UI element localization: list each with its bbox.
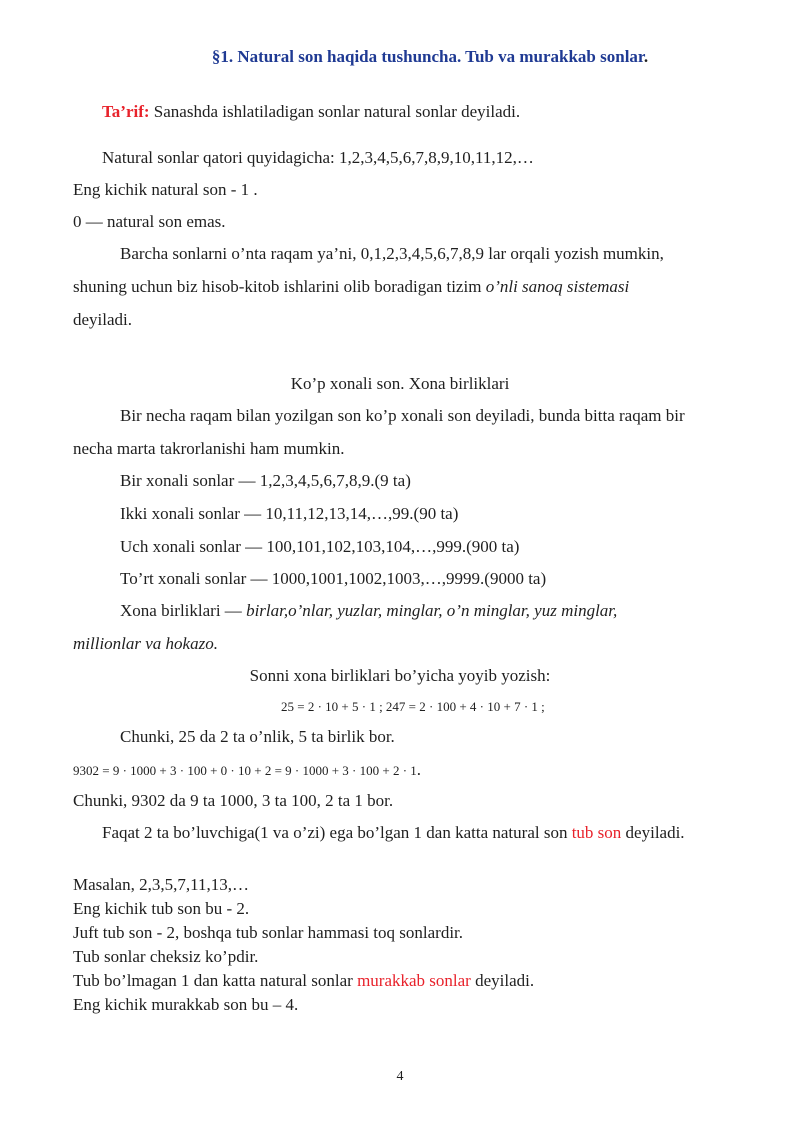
- prime-term: tub son: [571, 823, 622, 842]
- decimal-para-line3: deyiladi.: [73, 310, 133, 329]
- formula-9302: [73, 760, 421, 781]
- composite-def-before: Tub bo’lmagan 1 dan katta natural sonlar: [73, 971, 358, 990]
- section-heading: Ko’p xonali son. Xona birliklari: [290, 374, 510, 393]
- natural-series: Natural sonlar qatori quyidagicha: 1,2,3,4,5,6,7,8,9,10,11,12,…: [102, 148, 534, 167]
- prime-def-before: Faqat 2 ta bo’luvchiga(1 va o’zi) ega bo’lgan 1 dan katta natural son: [102, 823, 572, 842]
- composite-definition: [73, 971, 534, 991]
- smallest-prime: Eng kichik tub son bu - 2.: [73, 899, 250, 918]
- composite-term: murakkab sonlar: [357, 971, 471, 990]
- place-units-line1: [120, 601, 617, 621]
- zero-note: 0 — natural son emas.: [73, 212, 226, 231]
- place-units-line2: millionlar va hokazo.: [73, 634, 218, 653]
- prime-definition: [102, 823, 685, 843]
- page-title-text: §1. Natural son haqida tushuncha. Tub va murakkab sonlar: [211, 47, 644, 66]
- place-units-list: birlar,o’nlar, yuzlar, minglar, o’n minglar, yuz minglar,: [246, 601, 618, 620]
- page-title: [0, 47, 800, 67]
- explain-9302: Chunki, 9302 da 9 ta 1000, 3 ta 100, 2 ta 1 bor.: [73, 791, 394, 810]
- multidigit-para-line2: necha marta takrorlanishi ham mumkin.: [73, 439, 345, 458]
- page-number: 4: [396, 1069, 404, 1084]
- page-title-period: .: [643, 47, 649, 66]
- infinite-primes: Tub sonlar cheksiz ko’pdir.: [73, 947, 259, 966]
- even-prime: Juft tub son - 2, boshqa tub sonlar hammasi toq sonlardir.: [73, 923, 464, 942]
- place-units-prefix: Xona birliklari —: [120, 601, 247, 620]
- explain-25: Chunki, 25 da 2 ta o’nlik, 5 ta birlik bor.: [120, 727, 395, 746]
- formula-9302-period: .: [416, 760, 422, 779]
- decimal-para-text: shuning uchun biz hisob-kitob ishlarini olib boradigan tizim: [73, 277, 486, 296]
- smallest-composite: Eng kichik murakkab son bu – 4.: [73, 995, 299, 1014]
- expand-heading: Sonni xona birliklari bo’yicha yoyib yozish:: [249, 666, 551, 685]
- definition-line: [102, 102, 520, 122]
- prime-def-after: deyiladi.: [621, 823, 685, 842]
- definition-label: Ta’rif:: [102, 102, 150, 121]
- prime-examples: Masalan, 2,3,5,7,11,13,…: [73, 875, 249, 894]
- decimal-para-line1: Barcha sonlarni o’nta raqam ya’ni, 0,1,2,3,4,5,6,7,8,9 lar orqali yozish mumkin,: [120, 244, 664, 263]
- smallest-natural: Eng kichik natural son - 1 .: [73, 180, 258, 199]
- three-digit-list: Uch xonali sonlar — 100,101,102,103,104,…,999.(900 ta): [120, 537, 520, 556]
- decimal-para-line2: [73, 277, 629, 297]
- one-digit-list: Bir xonali sonlar — 1,2,3,4,5,6,7,8,9.(9 ta): [120, 471, 411, 490]
- two-digit-list: Ikki xonali sonlar — 10,11,12,13,14,…,99.(90 ta): [120, 504, 459, 523]
- decimal-system-term: o’nli sanoq sistemasi: [485, 277, 630, 296]
- composite-def-after: deyiladi.: [470, 971, 535, 990]
- multidigit-para-line1: Bir necha raqam bilan yozilgan son ko’p xonali son deyiladi, bunda bitta raqam bir: [120, 406, 685, 425]
- definition-text: Sanashda ishlatiladigan sonlar natural sonlar deyiladi.: [149, 102, 521, 121]
- four-digit-list: To’rt xonali sonlar — 1000,1001,1002,1003,…,9999.(9000 ta): [120, 569, 547, 588]
- formula-25-247: 25 = 2 · 10 + 5 · 1 ; 247 = 2 · 100 + 4 · 10 + 7 · 1 ;: [281, 699, 545, 714]
- formula-9302-body: 9302 = 9 · 1000 + 3 · 100 + 0 · 10 + 2 = 9 · 1000 + 3 · 100 + 2 · 1: [73, 763, 417, 778]
